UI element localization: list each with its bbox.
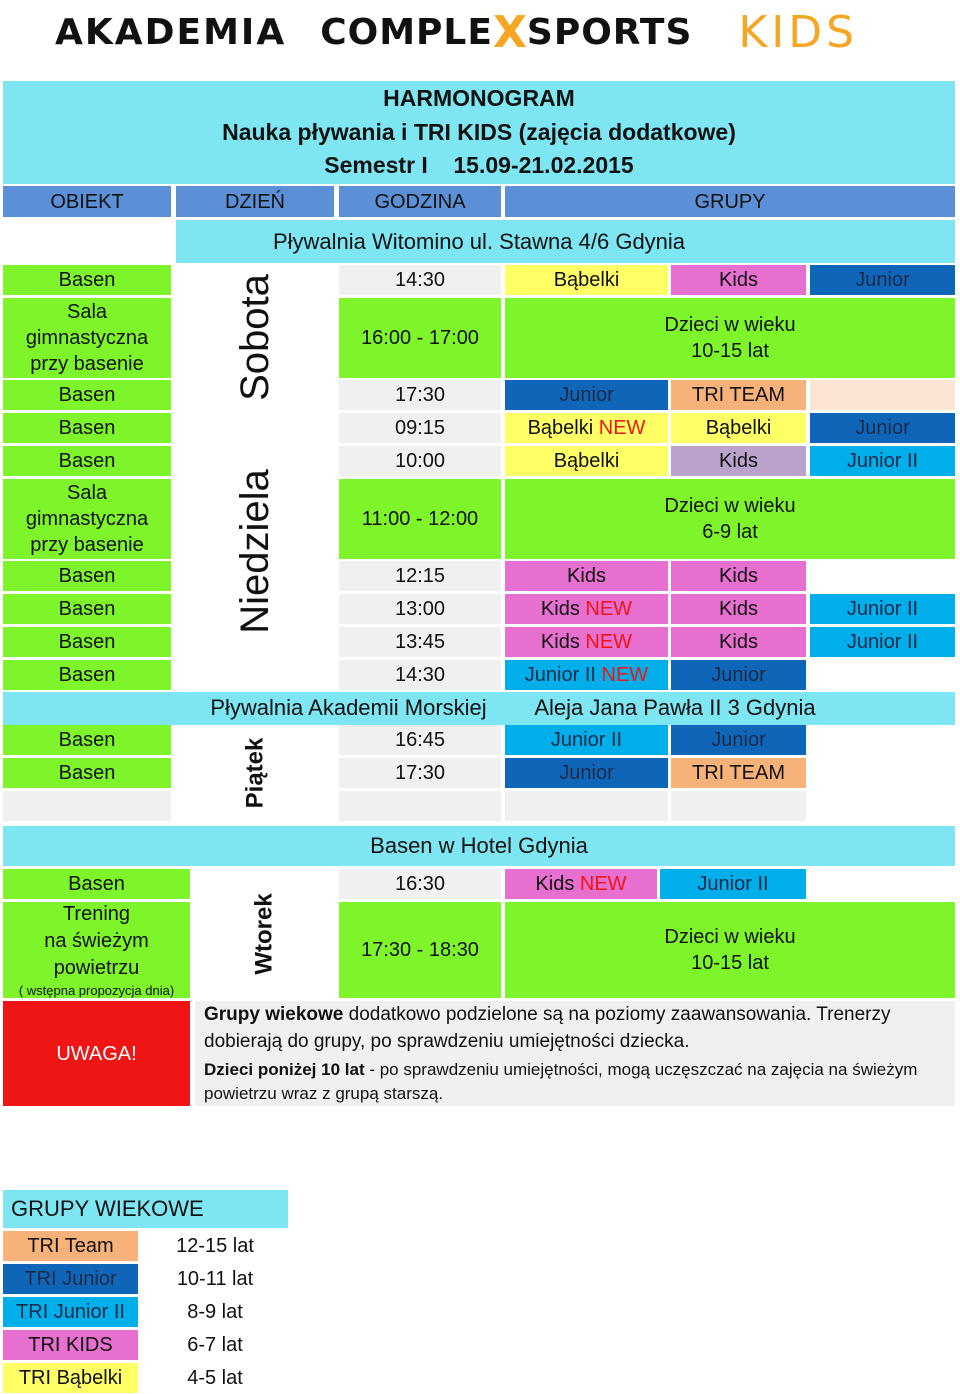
venue3-title: Basen w Hotel Gdynia <box>3 826 955 866</box>
legend-age: 10-11 lat <box>176 1268 254 1290</box>
group-cell: Junior II <box>660 869 806 899</box>
legend-age: 12-15 lat <box>176 1235 254 1257</box>
group-cell: Kids <box>671 265 806 295</box>
logo-complex-a: COMPLE <box>320 11 493 53</box>
group-cell: Kids <box>671 561 806 591</box>
group-cell: Junior II <box>505 725 668 755</box>
uwaga-text-1: Grupy wiekowe dodatkowo podzielone są na poziomy zaawansowania. Trenerzy dobierają do grupy, po sprawdzeniu umiejętności dziecka. <box>204 1004 891 1052</box>
group-cell: Kids <box>671 446 806 476</box>
obiekt-basen: Basen <box>3 594 171 624</box>
obiekt-basen: Basen <box>3 561 171 591</box>
logo <box>55 8 895 56</box>
legend-age: 6-7 lat <box>187 1334 243 1356</box>
header-block <box>3 81 955 184</box>
legend-name: TRI Bąbelki <box>3 1363 138 1393</box>
group-cell: Kids <box>671 594 806 624</box>
time-cell: 16:30 <box>339 869 501 899</box>
group-cell: Bąbelki <box>671 413 806 443</box>
time-cell: 16:00 - 17:00 <box>339 298 501 378</box>
group-cell: Kids NEW <box>505 627 668 657</box>
obiekt-sala: Sala gimnastyczna przy basenie <box>3 479 171 559</box>
group-cell: Junior <box>810 413 955 443</box>
time-cell: 17:30 <box>339 758 501 788</box>
legend-name: TRI KIDS <box>3 1330 138 1360</box>
obiekt-basen: Basen <box>3 627 171 657</box>
venue1-title: Pływalnia Witomino ul. Stawna 4/6 Gdynia <box>272 228 686 254</box>
group-cell-empty <box>505 791 668 821</box>
new-tag: NEW <box>585 631 633 653</box>
new-tag: NEW <box>585 598 633 620</box>
group-cell-empty <box>810 380 955 410</box>
legend-name: TRI Team <box>3 1231 138 1261</box>
group-cell: Junior <box>671 725 806 755</box>
obiekt-basen: Basen <box>3 380 171 410</box>
group-cell: Junior <box>810 265 955 295</box>
obiekt-trening: Trening na świeżym powietrzu ( wstępna propozycja dnia) <box>3 902 190 998</box>
uwaga-text-2: Dzieci poniżej 10 lat - po sprawdzeniu umiejętności, mogą uczęszczać na zajęcia na świeżym powietrzu wraz z grupą starszą. <box>204 1060 918 1104</box>
page-title: HARMONOGRAM <box>383 85 575 112</box>
time-cell: 16:45 <box>339 725 501 755</box>
obiekt-basen: Basen <box>3 758 171 788</box>
obiekt-basen: Basen <box>3 660 171 690</box>
new-tag: NEW <box>601 664 649 686</box>
time-cell: 09:15 <box>339 413 501 443</box>
group-cell: Bąbelki NEW <box>505 413 668 443</box>
time-cell: 10:00 <box>339 446 501 476</box>
day-piatek: Piątek <box>241 737 268 809</box>
time-empty <box>339 791 501 821</box>
group-cell: Bąbelki <box>505 265 668 295</box>
group-cell: Junior <box>671 660 806 690</box>
group-cell-age: Dzieci w wieku 10-15 lat <box>505 298 955 378</box>
legend-age: 8-9 lat <box>187 1301 243 1323</box>
day-niedziela: Niedziela <box>232 469 277 634</box>
time-cell: 11:00 - 12:00 <box>339 479 501 559</box>
time-cell: 13:00 <box>339 594 501 624</box>
group-cell: TRI TEAM <box>671 380 806 410</box>
day-sobota: Sobota <box>232 274 277 401</box>
col-godzina: GODZINA <box>339 186 501 217</box>
legend-name: TRI Junior II <box>3 1297 138 1327</box>
group-cell: Kids NEW <box>505 594 668 624</box>
col-grupy: GRUPY <box>505 186 955 217</box>
obiekt-sala: Sala gimnastyczna przy basenie <box>3 298 171 378</box>
group-cell: Junior II <box>810 594 955 624</box>
logo-complex-x: X <box>492 6 527 58</box>
venue2-name: Pływalnia Akademii Morskiej <box>210 695 487 721</box>
legend-title: GRUPY WIEKOWE <box>11 1195 204 1221</box>
obiekt-basen: Basen <box>3 446 171 476</box>
group-cell: Junior <box>505 758 668 788</box>
group-cell-age: Dzieci w wieku 6-9 lat <box>505 479 955 559</box>
logo-kids: KIDS <box>738 6 859 58</box>
obiekt-basen: Basen <box>3 869 190 899</box>
time-cell: 12:15 <box>339 561 501 591</box>
legend-name: TRI Junior <box>3 1264 138 1294</box>
obiekt-basen: Basen <box>3 725 171 755</box>
group-cell-empty <box>671 791 806 821</box>
time-cell: 13:45 <box>339 627 501 657</box>
obiekt-basen: Basen <box>3 413 171 443</box>
uwaga-label: UWAGA! <box>3 1001 190 1106</box>
group-cell: Junior II <box>810 446 955 476</box>
obiekt-empty <box>3 791 171 821</box>
group-cell-age: Dzieci w wieku 10-15 lat <box>505 902 955 998</box>
day-wtorek: Wtorek <box>250 892 278 975</box>
group-cell: Junior <box>505 380 668 410</box>
obiekt-basen: Basen <box>3 265 171 295</box>
col-dzien: DZIEŃ <box>176 186 334 217</box>
new-tag: NEW <box>598 417 646 439</box>
time-cell: 17:30 <box>339 380 501 410</box>
group-cell: Kids <box>671 627 806 657</box>
venue2-address: Aleja Jana Pawła II 3 Gdynia <box>534 695 816 721</box>
logo-complex-b: SPORTS <box>526 11 693 53</box>
group-cell: TRI TEAM <box>671 758 806 788</box>
legend-age: 4-5 lat <box>187 1367 243 1389</box>
group-cell: Junior II NEW <box>505 660 668 690</box>
group-cell: Junior II <box>810 627 955 657</box>
semester: Semestr I 15.09-21.02.2015 <box>324 152 634 179</box>
page-subtitle: Nauka pływania i TRI KIDS (zajęcia dodatkowe) <box>222 118 736 145</box>
logo-akademia: AKADEMIA <box>55 11 287 53</box>
time-cell: 14:30 <box>339 265 501 295</box>
time-cell: 17:30 - 18:30 <box>339 902 501 998</box>
col-obiekt: OBIEKT <box>3 186 171 217</box>
group-cell: Bąbelki <box>505 446 668 476</box>
time-cell: 14:30 <box>339 660 501 690</box>
new-tag: NEW <box>579 873 627 895</box>
group-cell: Kids <box>505 561 668 591</box>
group-cell: Kids NEW <box>505 869 657 899</box>
